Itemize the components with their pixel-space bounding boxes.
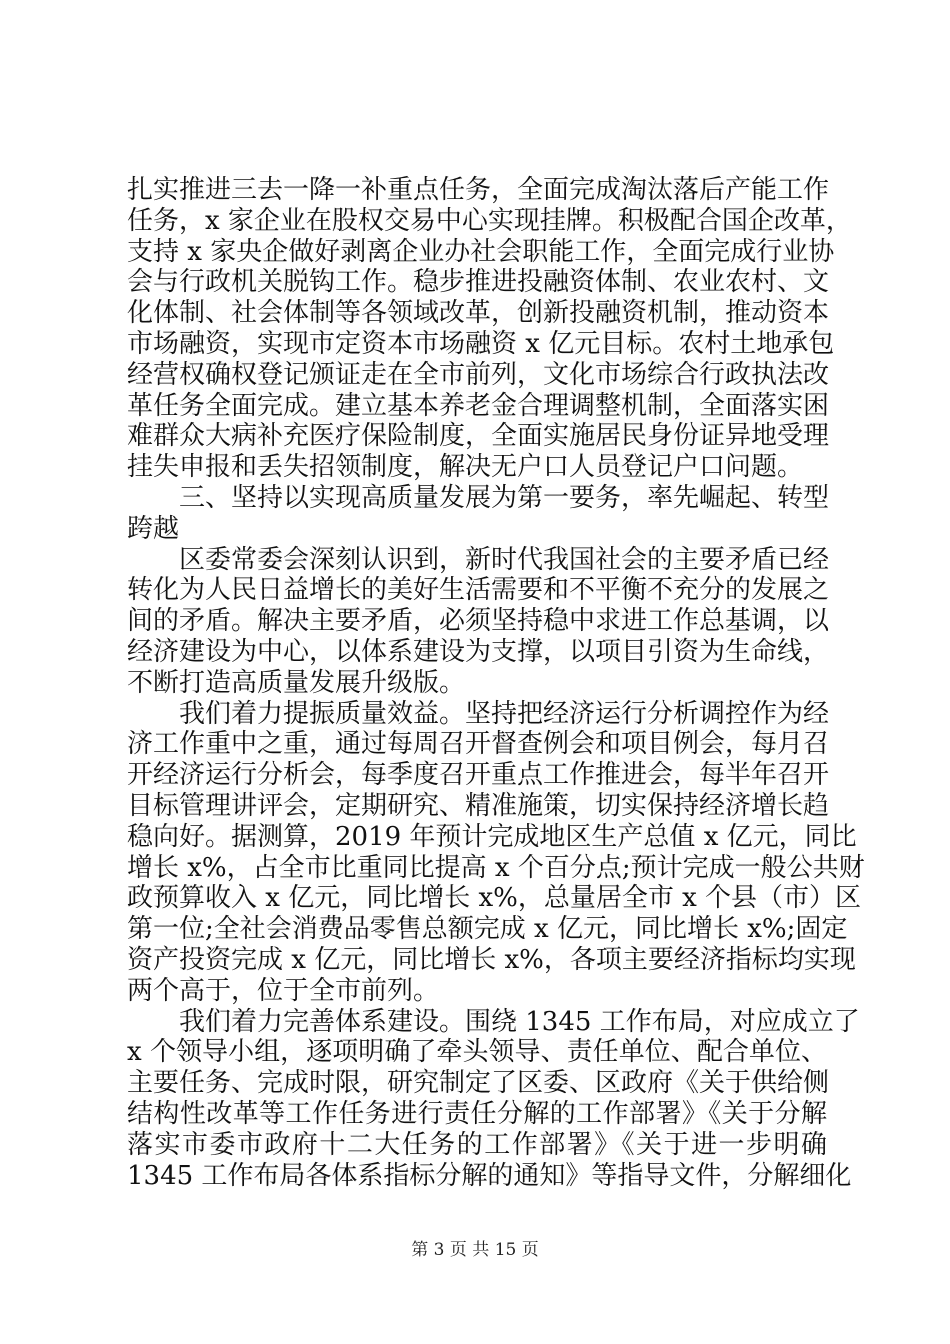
text-line: 经济建设为中心，以体系建设为支撑，以项目引资为生命线， [127, 636, 830, 667]
text-line: 我们着力完善体系建设。围绕 1345 工作布局，对应成立了 [179, 1006, 860, 1037]
text-line: 开经济运行分析会，每季度召开重点工作推进会，每半年召开 [127, 760, 830, 791]
text-line: 任务，x 家企业在股权交易中心实现挂牌。积极配合国企改革， [127, 205, 852, 236]
text-line: 落实市委市政府十二大任务的工作部署》《关于进一步明确 [127, 1129, 827, 1160]
paragraph [127, 1006, 860, 1192]
document-body [127, 175, 865, 1191]
text-line: 扎实推进三去一降一补重点任务，全面完成淘汰落后产能工作 [127, 175, 830, 205]
page-number-label: 第 3 页 共 15 页 [411, 1240, 539, 1260]
text-line: 两个高于，位于全市前列。 [127, 975, 440, 1006]
paragraph [127, 698, 865, 1007]
text-line: 不断打造高质量发展升级版。 [127, 667, 466, 698]
text-line: 化体制、社会体制等各领域改革，创新投融资机制，推动资本 [127, 298, 830, 329]
page-footer [0, 1240, 950, 1260]
text-line: 稳向好。据测算，2019 年预计完成地区生产总值 x 亿元，同比 [127, 821, 857, 852]
text-line: 三、坚持以实现高质量发展为第一要务，率先崛起、转型 [179, 482, 830, 513]
text-line: 区委常委会深刻认识到，新时代我国社会的主要矛盾已经 [179, 544, 830, 575]
text-line: 难群众大病补充医疗保险制度，全面实施居民身份证异地受理 [127, 421, 830, 452]
text-line: 革任务全面完成。建立基本养老金合理调整机制，全面落实困 [127, 390, 830, 421]
text-line: 政预算收入 x 亿元，同比增长 x%，总量居全市 x 个县（市）区 [127, 883, 862, 914]
text-line: 挂失申报和丢失招领制度，解决无户口人员登记户口问题。 [127, 452, 804, 483]
text-line: 支持 x 家央企做好剥离企业办社会职能工作，全面完成行业协 [127, 236, 835, 267]
text-line: 转化为人民日益增长的美好生活需要和不平衡不充分的发展之 [127, 575, 830, 606]
text-line: 市场融资，实现市定资本市场融资 x 亿元目标。农村土地承包 [127, 328, 835, 359]
text-line: x 个领导小组，逐项明确了牵头领导、责任单位、配合单位、 [127, 1037, 827, 1068]
text-line: 结构性改革等工作任务进行责任分解的工作部署》《关于分解 [127, 1098, 827, 1129]
text-line: 我们着力提振质量效益。坚持把经济运行分析调控作为经 [179, 698, 830, 729]
paragraph [127, 175, 852, 483]
text-line: 目标管理讲评会，定期研究、精准施策，切实保持经济增长趋 [127, 790, 830, 821]
paragraph [127, 544, 830, 699]
text-line: 第一位;全社会消费品零售总额完成 x 亿元，同比增长 x%;固定 [127, 914, 848, 945]
paragraph [127, 482, 830, 545]
text-line: 济工作重中之重，通过每周召开督查例会和项目例会，每月召 [127, 729, 830, 760]
text-line: 资产投资完成 x 亿元，同比增长 x%，各项主要经济指标均实现 [127, 944, 856, 975]
text-line: 1345 工作布局各体系指标分解的通知》等指导文件，分解细化 [127, 1160, 852, 1191]
text-line: 主要任务、完成时限，研究制定了区委、区政府《关于供给侧 [127, 1068, 830, 1099]
text-line: 间的矛盾。解决主要矛盾，必须坚持稳中求进工作总基调，以 [127, 606, 830, 637]
text-line: 经营权确权登记颁证走在全市前列，文化市场综合行政执法改 [127, 359, 830, 390]
text-line: 增长 x%，占全市比重同比提高 x 个百分点;预计完成一般公共财 [127, 852, 865, 883]
text-line: 会与行政机关脱钩工作。稳步推进投融资体制、农业农村、文 [127, 267, 830, 298]
text-line: 跨越 [127, 513, 180, 544]
